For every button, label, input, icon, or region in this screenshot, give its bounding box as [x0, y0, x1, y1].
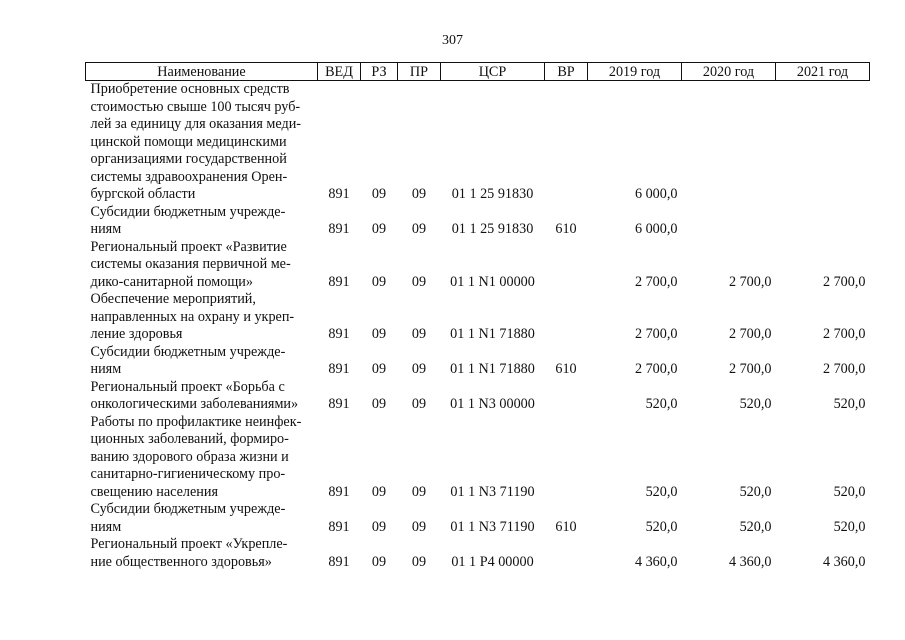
- header-2020: 2020 год: [682, 63, 776, 81]
- cell-vr: [545, 379, 588, 414]
- cell-2020: 520,0: [739, 518, 772, 535]
- cell-2019: 4 360,0: [634, 553, 678, 570]
- cell-vr: [545, 239, 588, 292]
- cell-2019: 520,0: [645, 518, 678, 535]
- cell-ved: 891: [328, 483, 350, 500]
- cell-2019: 6 000,0: [634, 221, 678, 237]
- cell-vr: 610: [555, 221, 577, 237]
- cell-csr: 01 1 N1 00000: [450, 273, 535, 290]
- cell-pr: 09: [411, 273, 427, 290]
- name-line: системы оказания первичной ме-: [90, 256, 291, 272]
- header-name: Наименование: [86, 63, 318, 81]
- cell-csr: 01 1 N3 71190: [450, 518, 535, 535]
- header-csr: ЦСР: [441, 63, 545, 81]
- cell-pr: 09: [411, 361, 427, 377]
- cell-name: [86, 344, 318, 379]
- name-line: бургской области: [90, 186, 196, 202]
- cell-2019: 520,0: [645, 483, 678, 500]
- cell-name: [86, 81, 318, 204]
- table-row: [86, 204, 870, 239]
- cell-2019: 2 700,0: [634, 326, 678, 342]
- cell-2020: 2 700,0: [728, 361, 772, 377]
- cell-vr: [545, 536, 588, 571]
- table-body: [86, 81, 870, 572]
- cell-pr: 09: [411, 186, 427, 202]
- cell-csr: 01 1 N3 00000: [450, 396, 535, 412]
- cell-2021: [776, 81, 870, 204]
- name-line: ление здоровья: [90, 326, 183, 342]
- cell-ved: 891: [328, 553, 350, 570]
- table-row: [86, 344, 870, 379]
- cell-rz: 09: [371, 221, 387, 237]
- header-2019: 2019 год: [588, 63, 682, 81]
- name-line: Региональный проект «Укрепле-: [90, 536, 288, 552]
- cell-2021: 4 360,0: [822, 553, 866, 570]
- name-line: ние общественного здоровья»: [90, 553, 272, 570]
- cell-2020: [682, 204, 776, 239]
- cell-csr: 01 1 25 91830: [451, 186, 534, 202]
- table-row: [86, 239, 870, 292]
- cell-name: [86, 501, 318, 536]
- cell-rz: 09: [371, 326, 387, 342]
- table-row: [86, 379, 870, 414]
- name-line: стоимостью свыше 100 тысяч руб-: [90, 98, 301, 115]
- cell-2021: 2 700,0: [822, 361, 866, 377]
- cell-pr: 09: [411, 221, 427, 237]
- cell-rz: 09: [371, 483, 387, 500]
- cell-ved: 891: [328, 396, 350, 412]
- cell-ved: 891: [328, 518, 350, 535]
- cell-ved: 891: [328, 361, 350, 377]
- table-header-row: [86, 63, 870, 81]
- cell-2020: 2 700,0: [728, 273, 772, 290]
- cell-csr: 01 1 N1 71880: [450, 326, 535, 342]
- cell-2020: 4 360,0: [728, 553, 772, 570]
- cell-2019: 520,0: [645, 396, 678, 412]
- cell-2021: [776, 204, 870, 239]
- cell-2021: 520,0: [833, 483, 866, 500]
- cell-2020: 2 700,0: [728, 326, 772, 342]
- name-line: Субсидии бюджетным учрежде-: [90, 203, 286, 220]
- cell-name: [86, 414, 318, 502]
- cell-pr: 09: [411, 326, 427, 342]
- budget-table: [85, 62, 870, 571]
- header-vr: ВР: [545, 63, 588, 81]
- name-line: Субсидии бюджетным учрежде-: [90, 343, 286, 360]
- cell-csr: 01 1 25 91830: [451, 221, 534, 237]
- name-line: Региональный проект «Борьба с: [90, 378, 285, 395]
- page-number: 307: [442, 33, 463, 48]
- name-line: ниям: [90, 221, 122, 237]
- cell-2021: 2 700,0: [822, 273, 866, 290]
- name-line: санитарно-гигиеническому про-: [90, 466, 286, 482]
- name-line: цинской помощи медицинскими: [90, 133, 287, 150]
- name-line: лей за единицу для оказания меди-: [90, 116, 302, 132]
- cell-rz: 09: [371, 361, 387, 377]
- name-line: Субсидии бюджетным учрежде-: [90, 501, 286, 517]
- name-line: Приобретение основных средств: [90, 81, 290, 97]
- cell-ved: 891: [328, 221, 350, 237]
- cell-rz: 09: [371, 553, 387, 570]
- cell-vr: [545, 81, 588, 204]
- cell-vr: 610: [555, 518, 577, 535]
- table-row: [86, 414, 870, 502]
- cell-rz: 09: [371, 186, 387, 202]
- cell-name: [86, 536, 318, 571]
- header-pr: ПР: [398, 63, 441, 81]
- cell-2019: 6 000,0: [634, 186, 678, 202]
- cell-2021: 520,0: [833, 518, 866, 535]
- name-line: Обеспечение мероприятий,: [90, 291, 256, 307]
- cell-2021: 520,0: [833, 396, 866, 412]
- cell-2021: 2 700,0: [822, 326, 866, 342]
- cell-pr: 09: [411, 518, 427, 535]
- cell-pr: 09: [411, 553, 427, 570]
- name-line: ционных заболеваний, формиро-: [90, 431, 289, 447]
- cell-ved: 891: [328, 326, 350, 342]
- table-row: [86, 536, 870, 571]
- cell-rz: 09: [371, 396, 387, 412]
- header-rz: РЗ: [361, 63, 398, 81]
- name-line: организациями государственной: [90, 151, 287, 167]
- cell-name: [86, 379, 318, 414]
- name-line: ниям: [90, 361, 122, 377]
- name-line: Работы по профилактике неинфек-: [90, 413, 302, 430]
- cell-name: [86, 239, 318, 292]
- cell-name: [86, 291, 318, 344]
- cell-csr: 01 1 N1 71880: [450, 361, 535, 377]
- cell-2020: [682, 81, 776, 204]
- cell-pr: 09: [411, 483, 427, 500]
- cell-name: [86, 204, 318, 239]
- cell-rz: 09: [371, 273, 387, 290]
- name-line: Региональный проект «Развитие: [90, 238, 287, 255]
- table-row: [86, 501, 870, 536]
- cell-rz: 09: [371, 518, 387, 535]
- cell-csr: 01 1 N3 71190: [450, 483, 535, 500]
- cell-vr: 610: [555, 361, 577, 377]
- cell-vr: [545, 414, 588, 502]
- name-line: онкологическими заболеваниями»: [90, 396, 299, 412]
- name-line: дико-санитарной помощи»: [90, 273, 253, 290]
- cell-csr: 01 1 P4 00000: [451, 553, 534, 570]
- name-line: свещению населения: [90, 483, 219, 500]
- cell-2019: 2 700,0: [634, 273, 678, 290]
- header-2021: 2021 год: [776, 63, 870, 81]
- name-line: ванию здорового образа жизни и: [90, 448, 289, 465]
- header-ved: ВЕД: [318, 63, 361, 81]
- cell-vr: [545, 291, 588, 344]
- cell-2020: 520,0: [739, 396, 772, 412]
- cell-2019: 2 700,0: [634, 361, 678, 377]
- name-line: ниям: [90, 518, 122, 535]
- cell-2020: 520,0: [739, 483, 772, 500]
- table-row: [86, 291, 870, 344]
- cell-pr: 09: [411, 396, 427, 412]
- cell-ved: 891: [328, 273, 350, 290]
- name-line: системы здравоохранения Орен-: [90, 168, 288, 185]
- name-line: направленных на охрану и укреп-: [90, 308, 295, 325]
- cell-ved: 891: [328, 186, 350, 202]
- table-row: [86, 81, 870, 204]
